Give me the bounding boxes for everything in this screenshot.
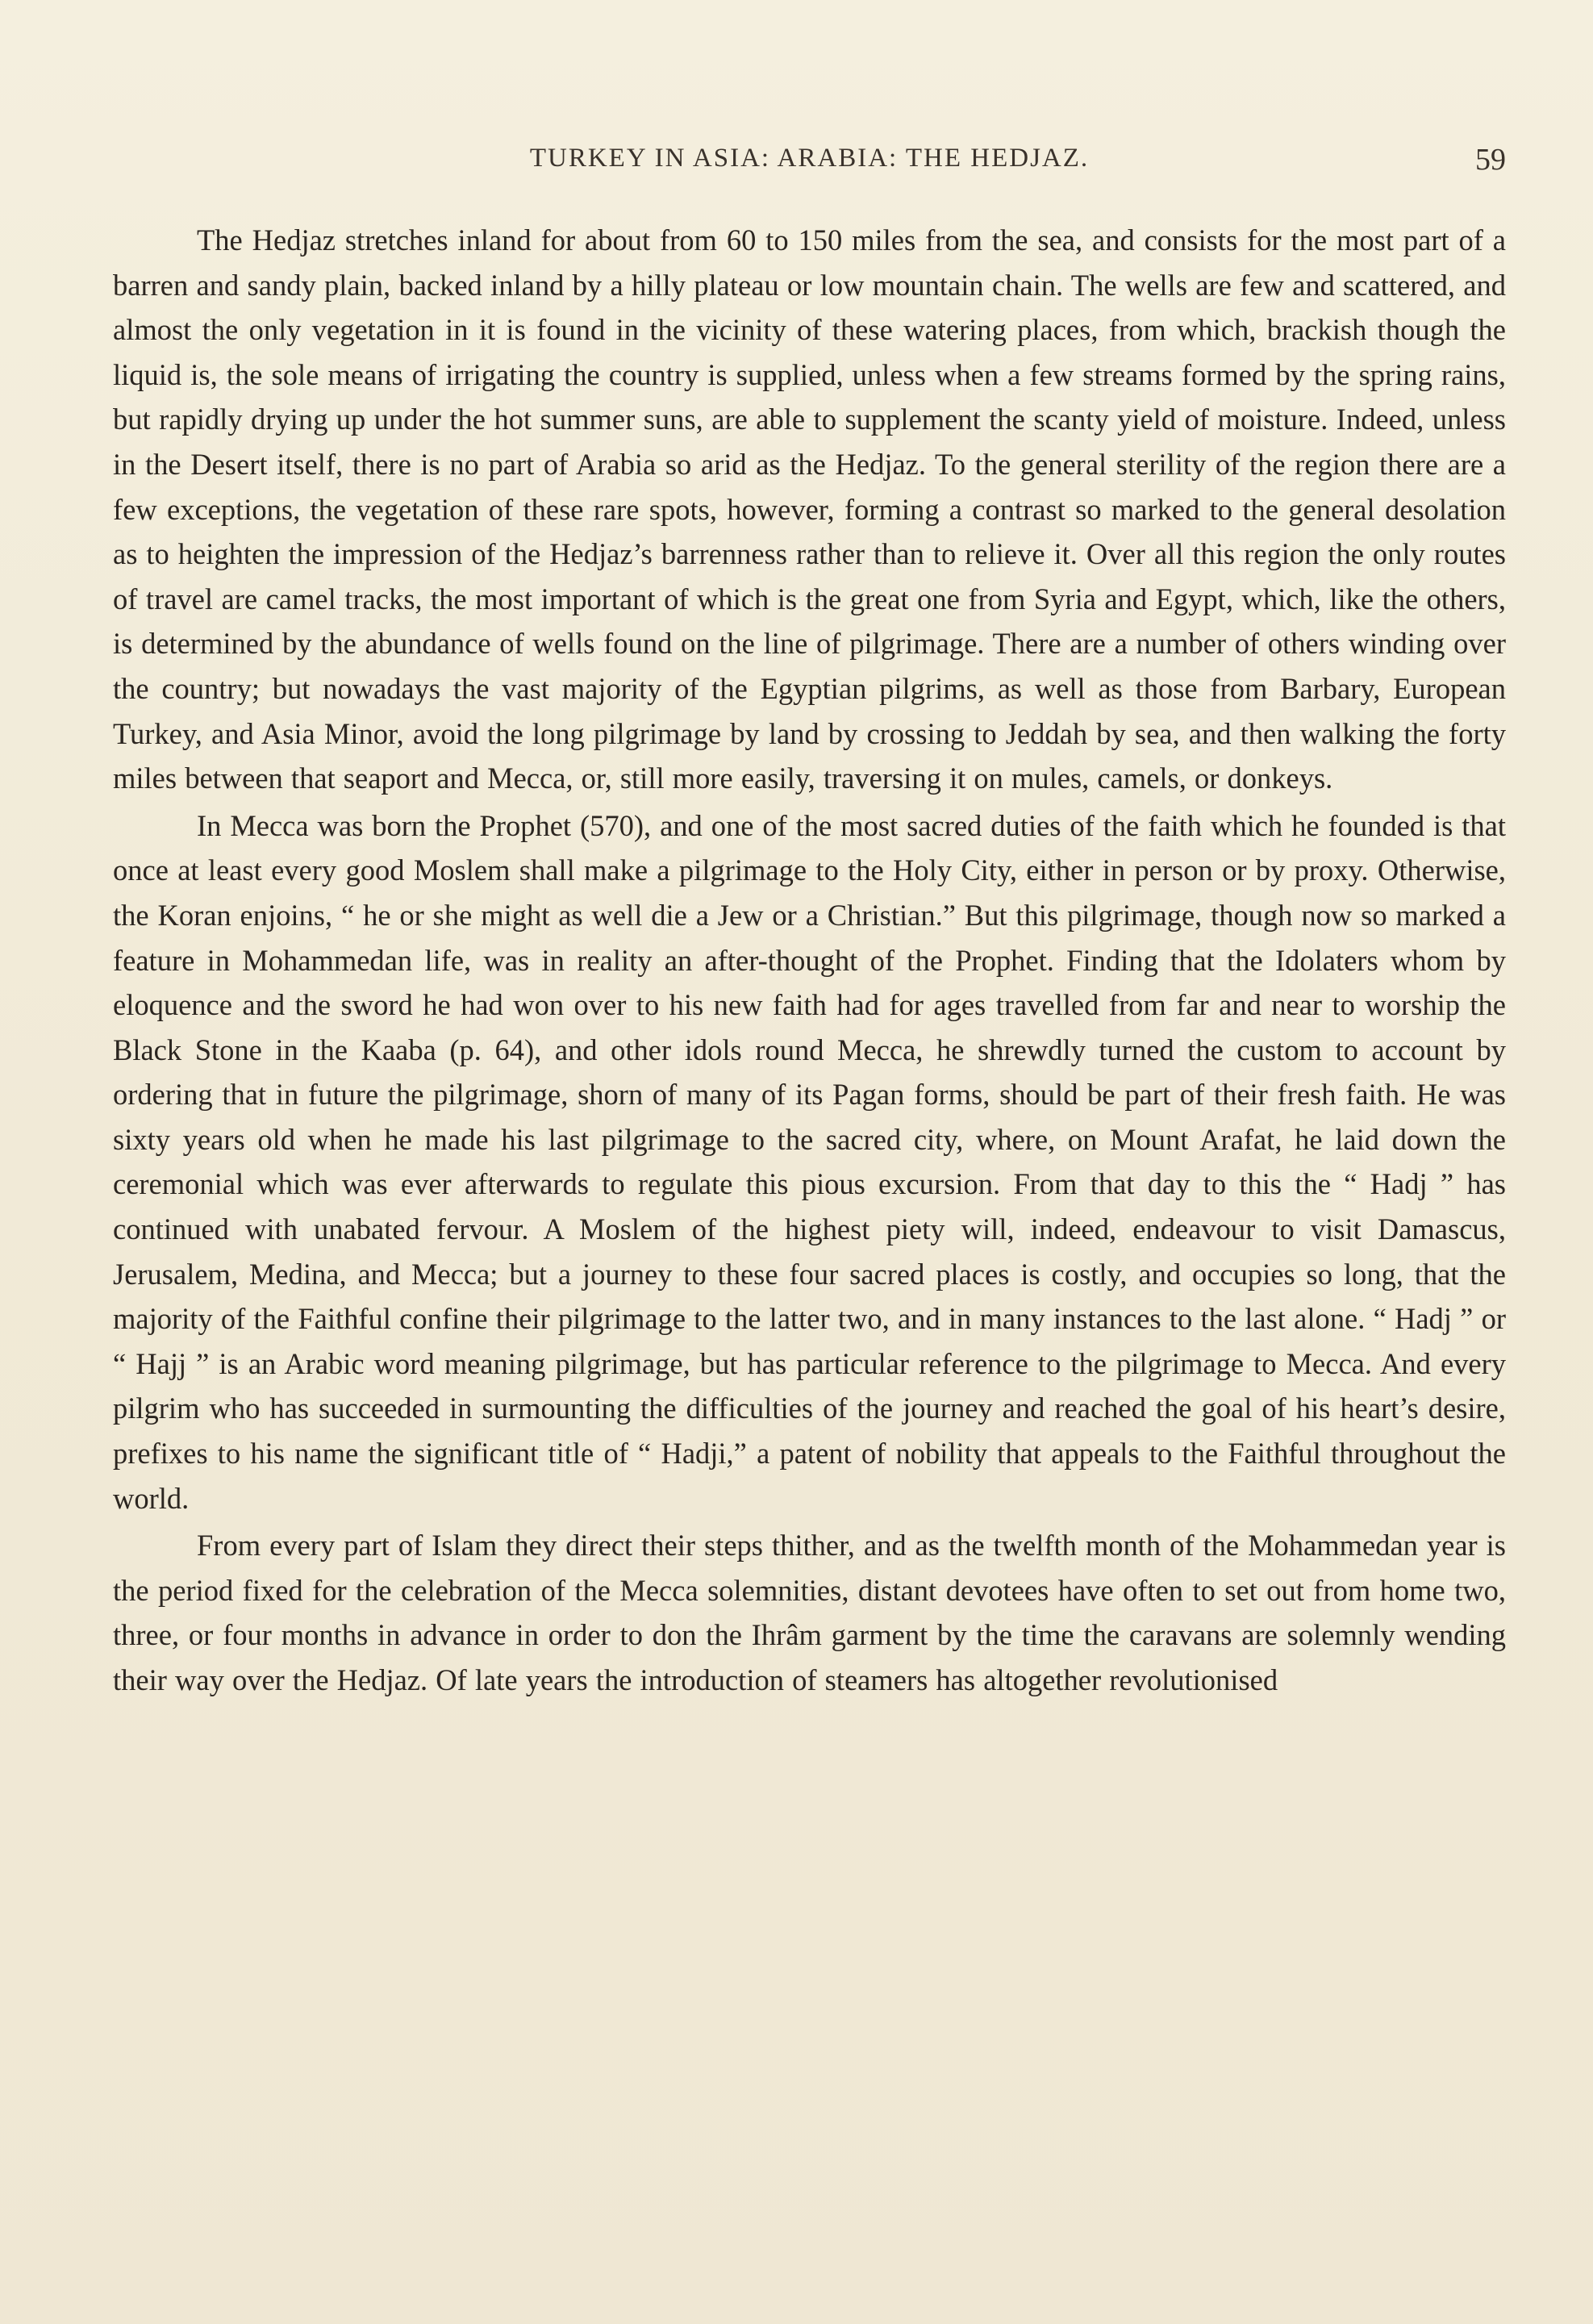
paragraph-pilgrim-journeys: From every part of Islam they direct their steps thither, and as the twelfth month of the Mohammedan year is the period fixed for the celebration of the Mecca solemnities, distant devotees have often to set out from home two, three, or four months in advance in order to don the Ihrâm garment by the time the caravans are solemnly wending their way over the Hedjaz. Of late years the introduction of steamers has altogether revolutionised [113,1529,1506,1696]
page-number: 59 [1475,143,1506,177]
paragraph-mecca-pilgrimage: In Mecca was born the Prophet (570), and one of the most sacred duties of the faith which he founded is that once at least every good Moslem shall make a pilgrimage to the Holy City, either in person or by proxy. Otherwise, the Koran enjoins, “ he or she might as well die a Jew or a Christian.” But this pilgrimage, though now so marked a feature in Mohammedan life, was in reality an after-thought of the Prophet. Finding that the Idolaters whom by eloquence and the sword he had won over to his new faith had for ages travelled from far and near to worship the Black Stone in the Kaaba (p. 64), and other idols round Mecca, he shrewdly turned the custom to account by ordering that in future the pilgrimage, shorn of many of its Pagan forms, should be part of their fresh faith. He was sixty years old when he made his last pilgrimage to the sacred city, where, on Mount Arafat, he laid down the ceremonial which was ever afterwards to regulate this pious excursion. From that day to this the “ Hadj ” has continued with unabated fervour. A Moslem of the highest piety will, indeed, endeavour to visit Damascus, Jerusalem, Medina, and Mecca; but a journey to these four sacred places is costly, and occupies so long, that the majority of the Faithful confine their pilgrimage to the latter two, and in many instances to the last alone. “ Hadj ” or “ Hajj ” is an Arabic word meaning pilgrimage, but has particular reference to the pilgrimage to Mecca. And every pilgrim who has succeeded in surmounting the difficulties of the journey and reached the goal of his heart’s desire, prefixes to his name the significant title of “ Hadji,” a patent of nobility that appeals to the Faithful throughout the world. [113,808,1506,1515]
page-header [113,144,1506,192]
running-head: TURKEY IN ASIA: ARABIA: THE HEDJAZ. [529,144,1090,173]
body-text [113,218,1506,1703]
paragraph-hedjaz-geography: The Hedjaz stretches inland for about from 60 to 150 miles from the sea, and consists for the most part of a barren and sandy plain, backed inland by a hilly plateau or low mountain chain. The wells are few and scattered, and almost the only vegetation in it is found in the vicinity of these watering places, from which, brackish though the liquid is, the sole means of irrigating the country is supplied, unless when a few streams formed by the spring rains, but rapidly drying up under the hot summer suns, are able to supplement the scanty yield of moisture. Indeed, unless in the Desert itself, there is no part of Arabia so arid as the Hedjaz. To the general sterility of the region there are a few exceptions, the vegetation of these rare spots, however, forming a contrast so marked to the general desolation as to heighten the impression of the Hedjaz’s barrenness rather than to relieve it. Over all this region the only routes of travel are camel tracks, the most important of which is the great one from Syria and Egypt, which, like the others, is determined by the abundance of wells found on the line of pilgrimage. There are a number of others winding over the country; but nowadays the vast majority of the Egyptian pilgrims, as well as those from Barbary, European Turkey, and Asia Minor, avoid the long pilgrimage by land by crossing to Jeddah by sea, and then walking the forty miles between that seaport and Mecca, or, still more easily, traversing it on mules, camels, or donkeys. [113,223,1506,795]
